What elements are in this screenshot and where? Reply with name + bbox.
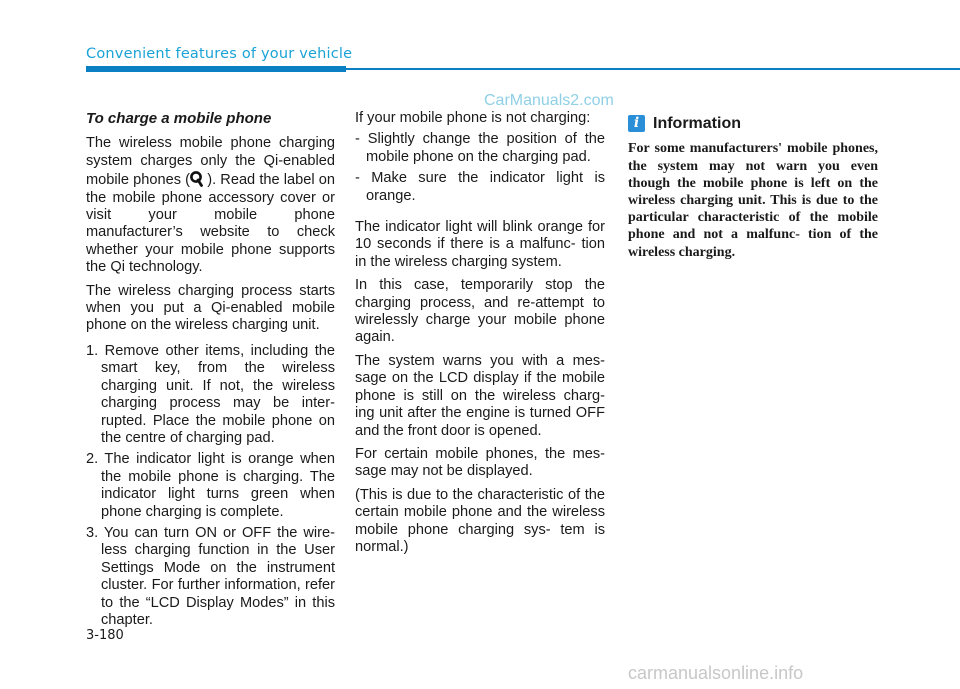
header-rule-thin [346,68,960,70]
charging-steps-list [86,343,335,630]
information-icon: i [628,115,645,132]
information-header [628,115,878,132]
section-subtitle: To charge a mobile phone [86,110,272,127]
watermark-top: CarManuals2.com [484,92,614,109]
list-item: 2. The indicator light is orange when the mobile phone is charging. The indicator light turns green when phone charging is complete. [86,451,335,520]
paragraph-malfunction: The indicator light will blink orange for 10 seconds if there is a malfunc- tion in the wireless charging system. [355,219,605,270]
column-middle [355,110,605,562]
information-body: For some manufacturers' mobile phones, the system may not warn you even though the mobile phone is left on the wireless charging unit. This is due to the particular characteristic of the mobile phone and not a malfunc- tion of the wireless charging. [628,141,878,260]
paragraph-charging-start: The wireless charging process starts when you put a Qi-enabled mobile phone on the wireless charging unit. [86,282,335,334]
paragraph-qi-support-end: ). Read the label on the mobile phone accessory cover or visit your mobile phone manufacturer’s website to check whether your mobile phone supports the Qi technology. [86,172,336,276]
column-left [86,110,335,633]
list-item: - Make sure the indicator light is orange. [355,170,605,204]
section-header-title: Convenient features of your vehicle [86,46,353,62]
paragraph-characteristic: (This is due to the characteristic of the certain mobile phone and the wireless mobile phone charging sys- tem is normal.) [355,486,605,555]
paragraph-no-message: For certain mobile phones, the mes- sage may not be displayed. [355,445,605,480]
header-rule-thick [86,66,346,72]
list-item: 1. Remove other items, including the smart key, from the wireless charging unit. If not, the wireless charging process may be inter- rupted. Place the mobile phone on the centre of charging pad. [86,342,335,446]
watermark-bottom: carmanualsonline.info [628,663,804,683]
paragraph-qi-support-start: The wireless mobile phone charging system charges only the Qi-enabled mobile phones ( [86,135,335,189]
list-item: 3. You can turn ON or OFF the wire- less charging function in the User Settings Mode on the instrument cluster. For further information, refer to the “LCD Display Modes” in this chapter. [86,524,335,628]
paragraph-warning: The system warns you with a mes- sage on the LCD display if the mobile phone is still on the wireless charg- ing unit after the engine is turned OFF and the front door is opened. [355,352,605,439]
paragraph-qi-support [86,135,335,276]
list-item: - Slightly change the position of the mobile phone on the charging pad. [355,131,605,165]
not-charging-list [355,131,605,205]
page-number: 3-180 [86,628,124,643]
not-charging-intro: If your mobile phone is not charging: [355,110,591,126]
paragraph-reattempt: In this case, temporarily stop the charging process, and re-attempt to wirelessly charge your mobile phone again. [355,277,605,346]
information-title: Information [653,115,741,132]
qi-wireless-icon [190,170,203,187]
column-right [628,110,878,267]
